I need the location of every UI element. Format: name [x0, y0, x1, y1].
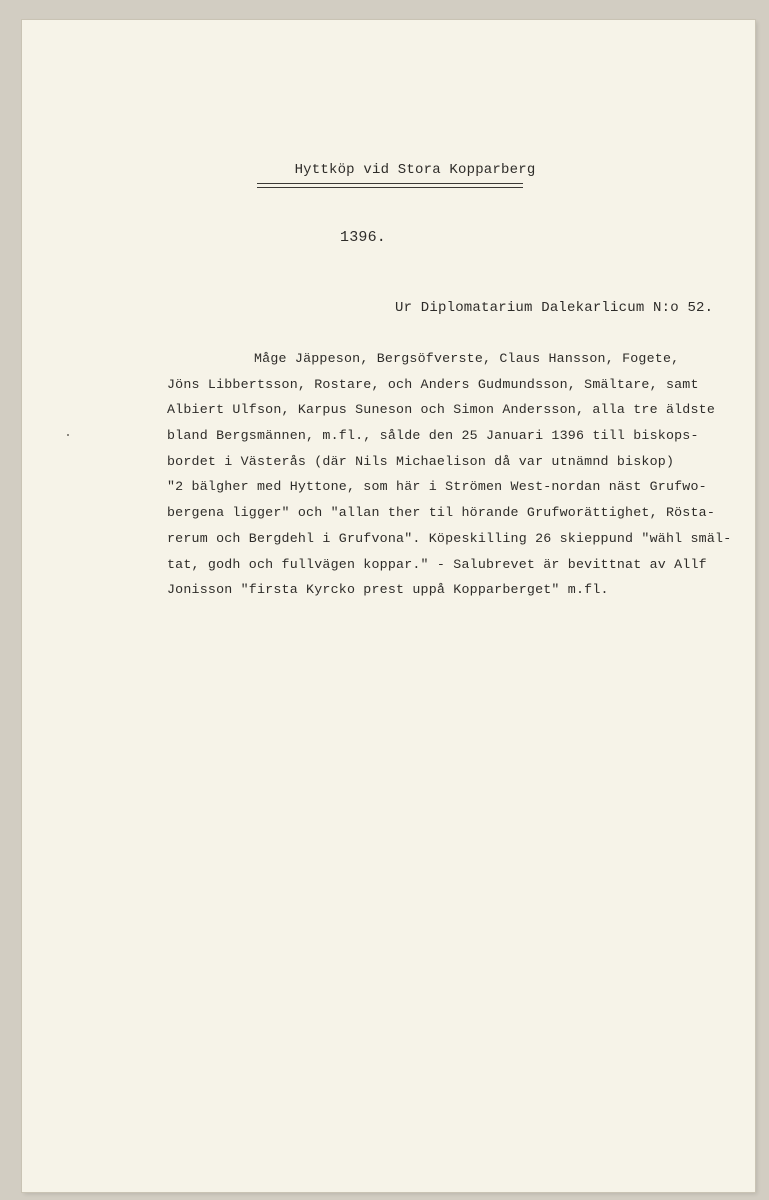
document-year: 1396. — [340, 229, 387, 246]
body-line: Albiert Ulfson, Karpus Suneson och Simon Andersson, alla tre äldste — [167, 402, 716, 418]
body-line: bland Bergsmännen, m.fl., sålde den 25 Januari 1396 till biskops- — [167, 428, 699, 444]
document-title: Hyttköp vid Stora Kopparberg — [294, 162, 536, 178]
body-line: bergena ligger" och "allan ther til hörande Grufworättighet, Rösta- — [167, 505, 716, 521]
source-reference: Ur Diplomatarium Dalekarlicum N:o 52. — [395, 300, 714, 316]
body-line: rerum och Bergdehl i Grufvona". Köpeskilling 26 skieppund "wähl smäl- — [167, 530, 732, 546]
body-line: Jöns Libbertsson, Rostare, och Anders Gudmundsson, Smältare, samt — [167, 376, 699, 392]
title-double-underline — [257, 187, 523, 188]
document-page — [22, 20, 755, 1192]
body-line: "2 bälgher med Hyttone, som här i Strömen West-nordan näst Grufwo- — [167, 479, 707, 495]
body-line: tat, godh och fullvägen koppar." - Salubrevet är bevittnat av Allf — [167, 556, 707, 572]
body-line: Måge Jäppeson, Bergsöfverste, Claus Hansson, Fogete, — [254, 351, 680, 366]
body-line: bordet i Västerås (där Nils Michaelison då var utnämnd biskop) — [167, 453, 675, 469]
title-underline — [257, 183, 523, 184]
body-line: Jonisson "firsta Kyrcko prest uppå Kopparberget" m.fl. — [167, 582, 609, 598]
body-paragraph — [167, 346, 742, 603]
paper-speck — [67, 434, 69, 436]
